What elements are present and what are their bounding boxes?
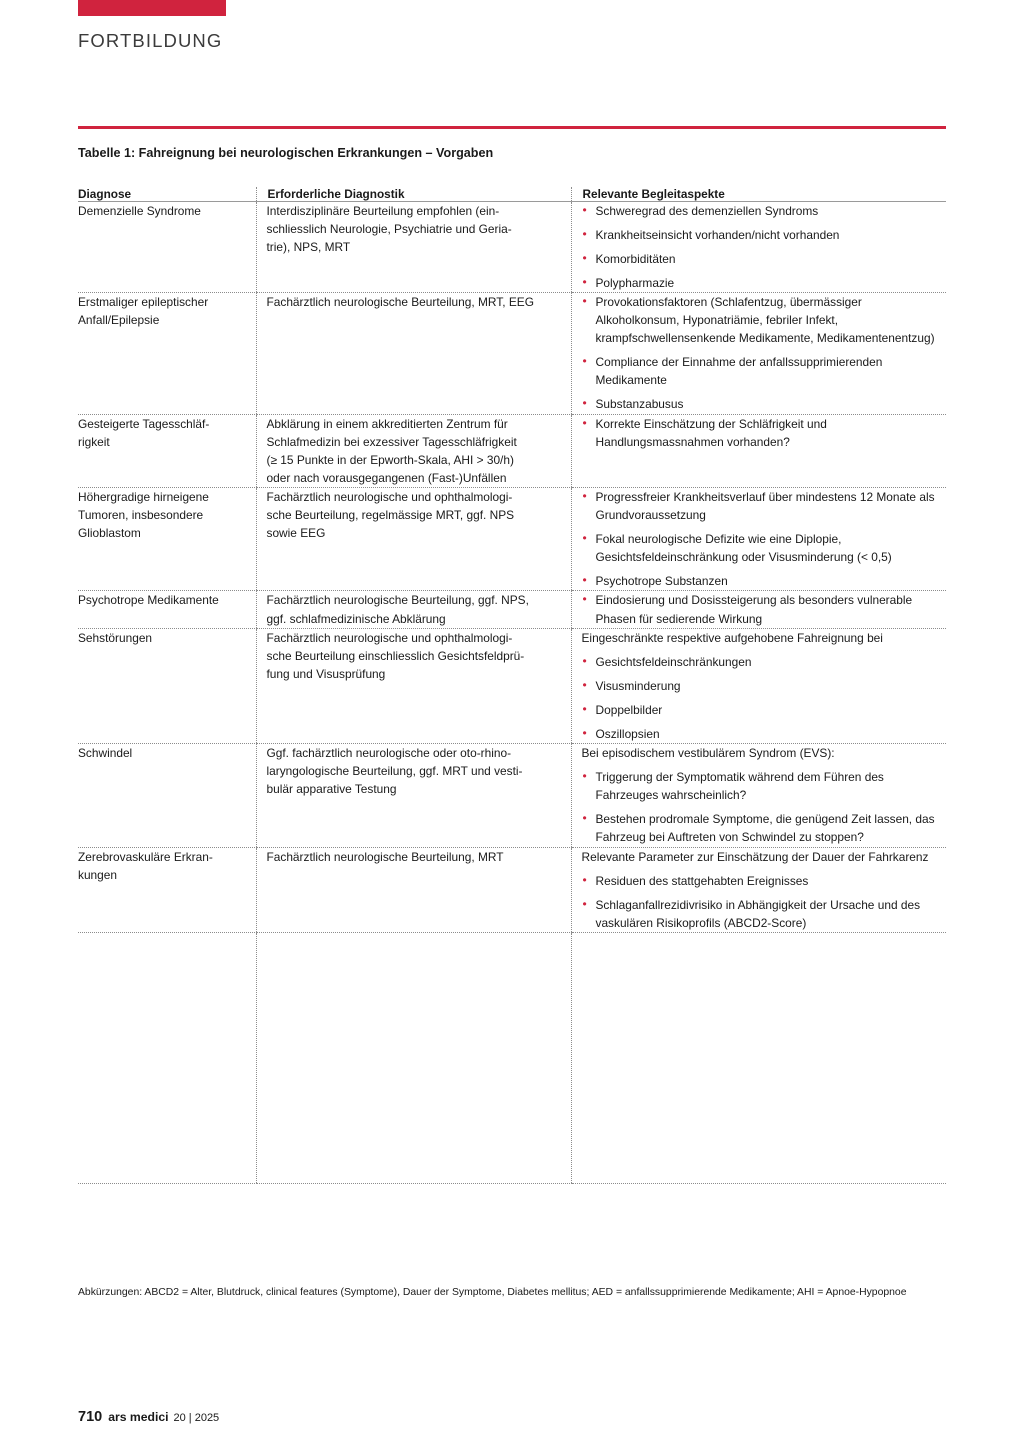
diagnostik-line: laryngologische Beurteilung, ggf. MRT und vesti-	[266, 764, 523, 779]
diagnose-line: Schwindel	[78, 746, 133, 761]
list-item: • Krankheitseinsicht vorhanden/nicht vorhanden	[582, 226, 941, 244]
diagnostik-line: bulär apparative Testung	[266, 782, 397, 797]
diagnostik-line: oder nach vorausgegangenen (Fast-)Unfällen	[266, 470, 507, 485]
driving-fitness-table	[78, 187, 946, 1184]
list-item: • Komorbiditäten	[582, 250, 941, 268]
begleitaspekte-list	[582, 488, 941, 590]
diagnose-line: Höhergradige hirneigene	[78, 489, 209, 504]
table-row	[78, 744, 946, 847]
diagnose-line: kungen	[78, 867, 118, 882]
list-item: • Doppelbilder	[582, 701, 941, 719]
table-top-rule	[78, 126, 946, 129]
cell-diagnose	[78, 414, 256, 487]
column-header-diagnose-label: Diagnose	[78, 186, 132, 201]
diagnostik-line: sche Beurteilung, regelmässige MRT, ggf. NPS	[266, 508, 515, 523]
column-header-diagnostik-label: Erforderliche Diagnostik	[267, 186, 405, 201]
list-item: • Triggerung der Symptomatik während dem Führen des Fahrzeuges wahrscheinlich?	[582, 768, 941, 804]
begleitaspekte-lead: Relevante Parameter zur Einschätzung der Dauer der Fahrkarenz	[581, 849, 929, 864]
begleitaspekte-list	[582, 591, 941, 627]
diagnostik-line: Schlafmedizin bei exzessiver Tagesschläfrigkeit	[266, 434, 517, 449]
cell-begleitaspekte	[571, 414, 946, 487]
issue-label: 20 | 2025	[173, 1412, 220, 1424]
diagnose-line: Zerebrovaskuläre Erkran-	[78, 849, 213, 864]
diagnose-line: Glioblastom	[78, 526, 141, 541]
cell-diagnostik	[256, 487, 571, 590]
cell-diagnose	[78, 591, 256, 628]
begleitaspekte-list	[582, 653, 941, 743]
section-label: FORTBILDUNG	[78, 30, 223, 51]
list-item: • Residuen des stattgehabten Ereignisses	[582, 872, 941, 890]
cell-diagnose	[78, 487, 256, 590]
cell-diagnostik	[256, 628, 571, 743]
diagnostik-line: Fachärztlich neurologische und ophthalmologi-	[266, 489, 513, 504]
diagnostik-line: Fachärztlich neurologische Beurteilung, MRT, EEG	[266, 295, 534, 309]
accent-bar	[78, 0, 226, 16]
begleitaspekte-list	[582, 293, 941, 414]
table-row	[78, 201, 946, 292]
list-item: • Bestehen prodromale Symptome, die genügend Zeit lassen, das Fahrzeug bei Auftreten von Schwindel zu stoppen?	[582, 810, 941, 846]
column-header-begleitaspekte	[571, 187, 946, 202]
table-row	[78, 414, 946, 487]
table-row	[78, 293, 946, 415]
list-item: • Visusminderung	[582, 677, 941, 695]
diagnostik-line: fung und Visusprüfung	[266, 666, 386, 681]
cell-diagnostik	[256, 293, 571, 415]
journal-name: ars medici	[108, 1410, 169, 1424]
diagnostik-line: ggf. schlafmedizinische Abklärung	[266, 611, 446, 626]
diagnose-line: Tumoren, insbesondere	[78, 508, 204, 523]
list-item: • Korrekte Einschätzung der Schläfrigkeit und Handlungsmassnahmen vorhanden?	[582, 415, 941, 451]
list-item: • Substanzabusus	[582, 395, 941, 413]
diagnostik-line: Fachärztlich neurologische Beurteilung, ggf. NPS,	[266, 593, 529, 608]
diagnostik-line: sche Beurteilung einschliesslich Gesichtsfeldprü-	[266, 648, 525, 663]
cell-diagnose	[78, 847, 256, 932]
table-body	[78, 201, 946, 1183]
list-item: • Schlaganfallrezidivrisiko in Abhängigkeit der Ursache und des vaskulären Risikoprofils (ABCD2-Score)	[582, 896, 941, 932]
list-item: • Compliance der Einnahme der anfallssupprimierenden Medikamente	[582, 353, 941, 389]
diagnostik-line: trie), NPS, MRT	[266, 239, 351, 254]
list-item: • Oszillopsien	[582, 725, 941, 743]
cell-begleitaspekte	[571, 847, 946, 932]
list-item: • Polypharmazie	[582, 274, 941, 292]
list-item: • Provokationsfaktoren (Schlafentzug, übermässiger Alkoholkonsum, Hyponatriämie, febriler Infekt, krampfschwellensenkende Medikamente, Medikamentenentzug)	[582, 293, 941, 347]
page-number: 710	[78, 1409, 103, 1425]
diagnostik-line: Fachärztlich neurologische Beurteilung, MRT	[266, 849, 504, 864]
cell-diagnostik	[256, 744, 571, 847]
table-row	[78, 628, 946, 743]
cell-diagnose	[78, 744, 256, 847]
diagnostik-line: Fachärztlich neurologische und ophthalmologi-	[266, 630, 513, 645]
table-row	[78, 847, 946, 932]
diagnose-line: Anfall/Epilepsie	[78, 313, 160, 328]
diagnose-line: Demenzielle Syndrome	[78, 203, 201, 218]
spacer-cell	[256, 932, 571, 1183]
diagnose-line: Gesteigerte Tagesschläf-	[78, 416, 210, 431]
begleitaspekte-list	[582, 202, 941, 292]
diagnose-line: Erstmaliger epileptischer	[78, 295, 209, 309]
cell-begleitaspekte	[571, 744, 946, 847]
page-footer	[78, 1409, 219, 1425]
list-item: • Gesichtsfeldeinschränkungen	[582, 653, 941, 671]
column-header-diagnostik	[256, 187, 571, 202]
diagnostik-line: schliesslich Neurologie, Psychiatrie und Geria-	[266, 221, 512, 236]
begleitaspekte-lead: Bei episodischem vestibulärem Syndrom (EVS):	[581, 746, 835, 761]
diagnostik-line: (≥ 15 Punkte in der Epworth-Skala, AHI > 30/h)	[266, 452, 514, 467]
spacer-cell	[78, 932, 256, 1183]
table-spacer-row	[78, 932, 946, 1183]
list-item: • Eindosierung und Dosissteigerung als besonders vulnerable Phasen für sedierende Wirkung	[582, 591, 941, 627]
cell-begleitaspekte	[571, 628, 946, 743]
diagnose-line: Psychotrope Medikamente	[78, 593, 219, 608]
cell-diagnostik	[256, 847, 571, 932]
cell-diagnostik	[256, 591, 571, 628]
cell-begleitaspekte	[571, 201, 946, 292]
table-container	[78, 126, 946, 1184]
column-header-diagnose	[78, 187, 256, 202]
table-row	[78, 591, 946, 628]
cell-diagnostik	[256, 201, 571, 292]
column-header-begleitaspekte-label: Relevante Begleitaspekte	[582, 186, 725, 201]
list-item: • Fokal neurologische Defizite wie eine Diplopie, Gesichtsfeldeinschränkung oder Visusminderung (< 0,5)	[582, 530, 941, 566]
diagnose-line: Sehstörungen	[78, 630, 153, 645]
spacer-cell	[571, 932, 946, 1183]
cell-diagnostik	[256, 414, 571, 487]
table-title: Tabelle 1: Fahreignung bei neurologischen Erkrankungen – Vorgaben	[78, 146, 494, 160]
list-item: • Schweregrad des demenziellen Syndroms	[582, 202, 941, 220]
begleitaspekte-list	[582, 872, 941, 932]
table-footnote: Abkürzungen: ABCD2 = Alter, Blutdruck, clinical features (Symptome), Dauer der Symptome, Diabetes mellitus; AED = anfallssupprimierende Medikamente; AHI = Apnoe-Hypopnoe	[78, 1287, 907, 1298]
diagnose-line: rigkeit	[78, 434, 110, 449]
begleitaspekte-lead: Eingeschränkte respektive aufgehobene Fahreignung bei	[581, 630, 883, 645]
cell-begleitaspekte	[571, 487, 946, 590]
table-row	[78, 487, 946, 590]
cell-diagnose	[78, 201, 256, 292]
cell-begleitaspekte	[571, 293, 946, 415]
diagnostik-line: Interdisziplinäre Beurteilung empfohlen (ein-	[266, 203, 500, 218]
begleitaspekte-list	[582, 768, 941, 846]
diagnostik-line: sowie EEG	[266, 526, 326, 541]
cell-diagnose	[78, 293, 256, 415]
begleitaspekte-list	[582, 415, 941, 451]
diagnostik-line: Ggf. fachärztlich neurologische oder oto-rhino-	[266, 746, 512, 761]
list-item: • Psychotrope Substanzen	[582, 572, 941, 590]
list-item: • Progressfreier Krankheitsverlauf über mindestens 12 Monate als Grundvoraussetzung	[582, 488, 941, 524]
cell-begleitaspekte	[571, 591, 946, 628]
table-head	[78, 187, 946, 202]
cell-diagnose	[78, 628, 256, 743]
table-header-row	[78, 187, 946, 202]
diagnostik-line: Abklärung in einem akkreditierten Zentrum für	[266, 416, 508, 431]
